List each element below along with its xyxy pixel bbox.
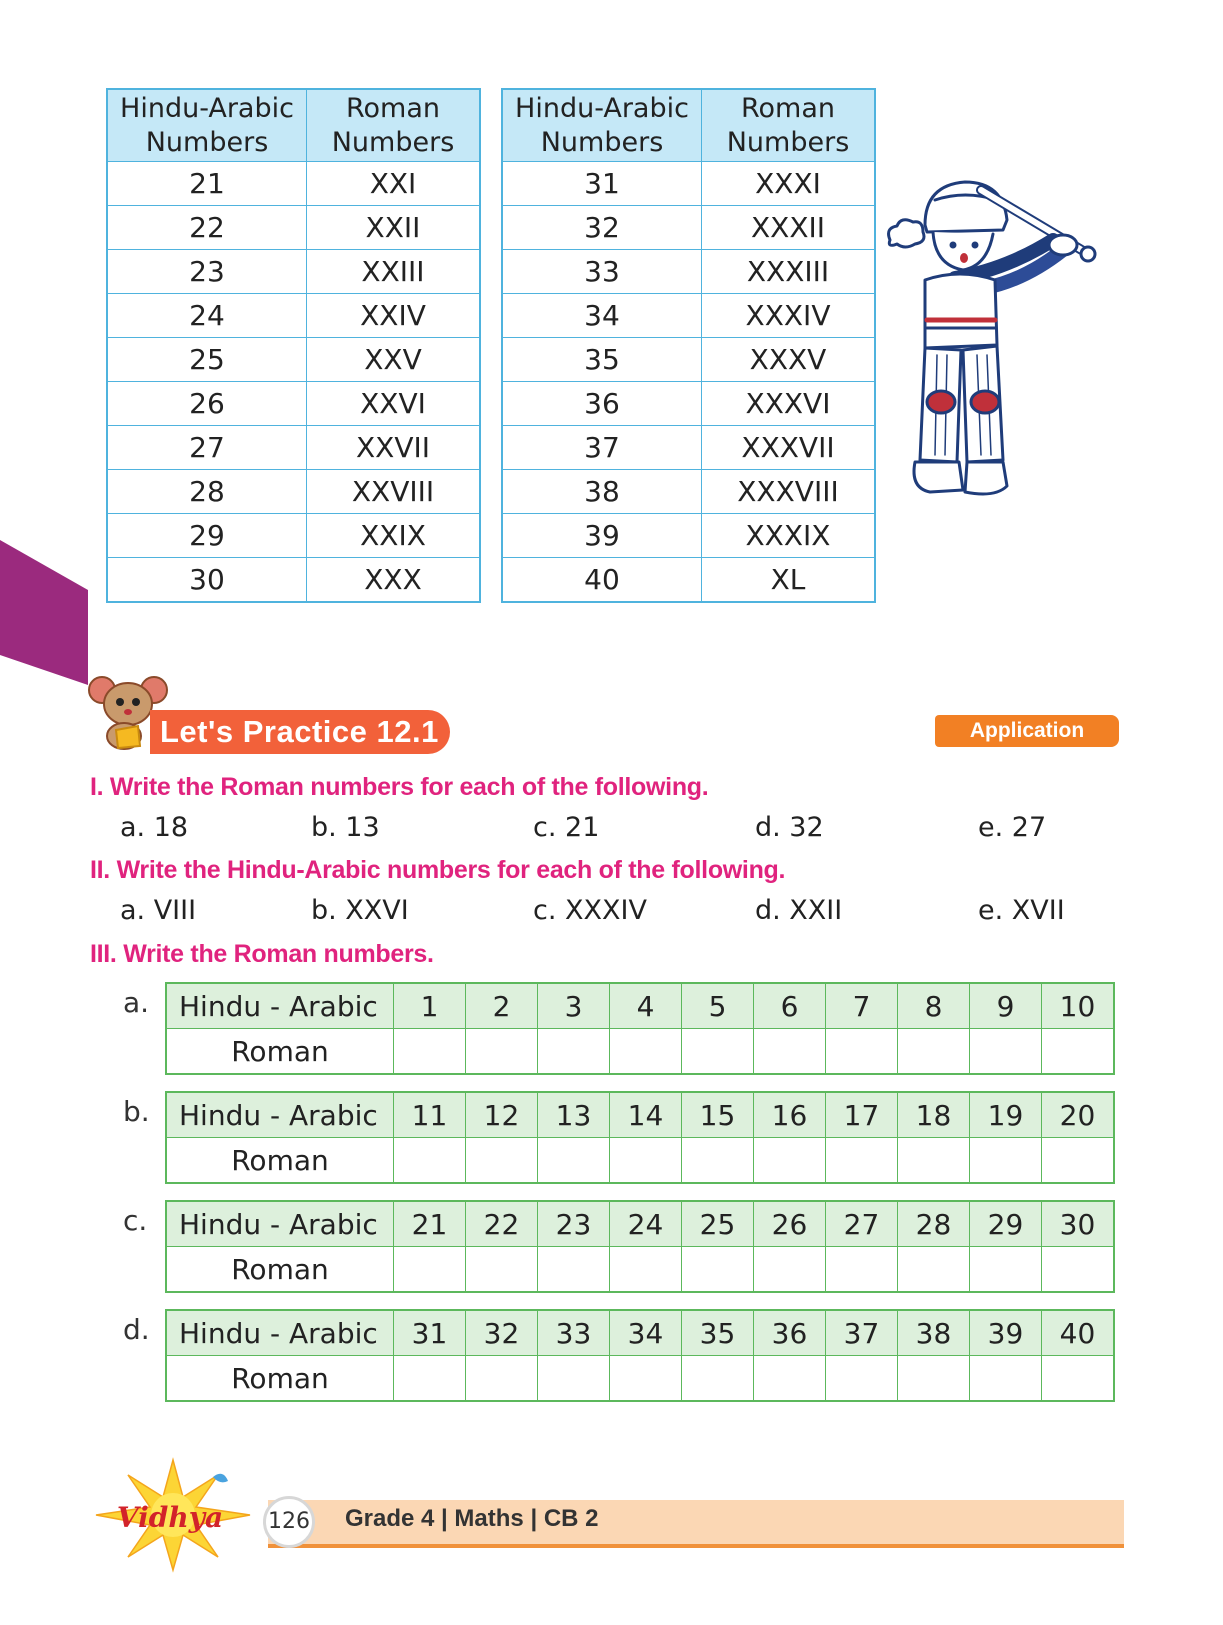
number-cell: 19 — [970, 1092, 1042, 1138]
roman-value: XXV — [307, 338, 481, 382]
reference-row — [502, 338, 875, 382]
part-label: a. — [123, 986, 150, 1019]
hindu-arabic-value: 40 — [502, 558, 702, 603]
number-cell: 12 — [466, 1092, 538, 1138]
answer-cell[interactable] — [970, 1247, 1042, 1293]
hindu-arabic-value: 36 — [502, 382, 702, 426]
answer-cell[interactable] — [898, 1138, 970, 1184]
q1-item-b: b. 13 — [311, 812, 380, 843]
number-cell: 8 — [898, 983, 970, 1029]
answer-cell[interactable] — [610, 1356, 682, 1402]
q1-item-d: d. 32 — [755, 812, 824, 843]
roman-reference-table-31-40 — [501, 88, 876, 603]
hindu-arabic-value: 29 — [107, 514, 307, 558]
number-cell: 16 — [754, 1092, 826, 1138]
answer-cell[interactable] — [826, 1356, 898, 1402]
number-cell: 5 — [682, 983, 754, 1029]
roman-value: XXX — [307, 558, 481, 603]
answer-cell[interactable] — [682, 1247, 754, 1293]
reference-row — [107, 162, 480, 206]
hindu-arabic-value: 23 — [107, 250, 307, 294]
roman-value: XL — [702, 558, 876, 603]
part-label: b. — [123, 1095, 150, 1128]
header-roman: Roman Numbers — [307, 89, 481, 162]
question-2-heading: II. Write the Hindu-Arabic numbers for each of the following. — [90, 856, 786, 884]
number-cell: 24 — [610, 1201, 682, 1247]
number-cell: 25 — [682, 1201, 754, 1247]
answer-cell[interactable] — [682, 1138, 754, 1184]
header-hindu-arabic: Hindu-Arabic Numbers — [107, 89, 307, 162]
roman-practice-table — [165, 982, 1115, 1075]
roman-practice-table — [165, 1200, 1115, 1293]
answer-cell[interactable] — [898, 1029, 970, 1075]
number-cell: 9 — [970, 983, 1042, 1029]
roman-value: XXVII — [307, 426, 481, 470]
reference-row — [107, 382, 480, 426]
q2-item-c: c. XXXIV — [533, 895, 647, 926]
answer-cell[interactable] — [826, 1138, 898, 1184]
reference-row — [107, 250, 480, 294]
side-decoration — [0, 540, 88, 685]
roman-value: XXXIII — [702, 250, 876, 294]
roman-value: XXXIV — [702, 294, 876, 338]
q2-item-e: e. XVII — [978, 895, 1065, 926]
roman-value: XXVI — [307, 382, 481, 426]
hindu-arabic-value: 32 — [502, 206, 702, 250]
part-label: c. — [123, 1204, 148, 1237]
answer-cell[interactable] — [466, 1029, 538, 1075]
answer-cell[interactable] — [1042, 1138, 1115, 1184]
logo-text: Vidhya — [116, 1501, 224, 1534]
row-label-roman: Roman — [166, 1356, 394, 1402]
answer-cell[interactable] — [1042, 1356, 1115, 1402]
reference-row — [502, 162, 875, 206]
hindu-arabic-value: 35 — [502, 338, 702, 382]
answer-cell[interactable] — [610, 1247, 682, 1293]
number-cell: 18 — [898, 1092, 970, 1138]
number-cell: 11 — [394, 1092, 466, 1138]
reference-row — [107, 206, 480, 250]
number-cell: 34 — [610, 1310, 682, 1356]
hindu-arabic-value: 21 — [107, 162, 307, 206]
number-cell: 31 — [394, 1310, 466, 1356]
reference-row — [502, 294, 875, 338]
reference-row — [502, 514, 875, 558]
number-cell: 29 — [970, 1201, 1042, 1247]
roman-answer-row — [166, 1138, 1114, 1184]
roman-value: XXIII — [307, 250, 481, 294]
number-cell: 4 — [610, 983, 682, 1029]
answer-cell[interactable] — [754, 1247, 826, 1293]
answer-cell[interactable] — [394, 1247, 466, 1293]
answer-cell[interactable] — [610, 1029, 682, 1075]
roman-practice-table — [165, 1309, 1115, 1402]
answer-cell[interactable] — [970, 1029, 1042, 1075]
hindu-arabic-value: 25 — [107, 338, 307, 382]
number-cell: 37 — [826, 1310, 898, 1356]
number-cell: 35 — [682, 1310, 754, 1356]
number-cell: 38 — [898, 1310, 970, 1356]
hindu-arabic-value: 26 — [107, 382, 307, 426]
answer-cell[interactable] — [394, 1029, 466, 1075]
roman-value: XXII — [307, 206, 481, 250]
number-cell: 6 — [754, 983, 826, 1029]
hindu-arabic-row — [166, 1201, 1114, 1247]
row-label-hindu-arabic: Hindu - Arabic — [166, 983, 394, 1029]
answer-cell[interactable] — [466, 1138, 538, 1184]
answer-cell[interactable] — [466, 1247, 538, 1293]
number-cell: 36 — [754, 1310, 826, 1356]
question-1-items — [120, 812, 1110, 846]
answer-cell[interactable] — [538, 1029, 610, 1075]
answer-cell[interactable] — [1042, 1247, 1115, 1293]
q1-item-c: c. 21 — [533, 812, 600, 843]
cricketer-illustration — [885, 170, 1115, 515]
roman-value: XXXVI — [702, 382, 876, 426]
reference-row — [502, 382, 875, 426]
row-label-hindu-arabic: Hindu - Arabic — [166, 1310, 394, 1356]
reference-row — [107, 558, 480, 603]
number-cell: 10 — [1042, 983, 1115, 1029]
part-label: d. — [123, 1313, 150, 1346]
roman-reference-table-21-30 — [106, 88, 481, 603]
row-label-hindu-arabic: Hindu - Arabic — [166, 1201, 394, 1247]
number-cell: 1 — [394, 983, 466, 1029]
number-cell: 3 — [538, 983, 610, 1029]
number-cell: 21 — [394, 1201, 466, 1247]
roman-value: XXXI — [702, 162, 876, 206]
hindu-arabic-value: 39 — [502, 514, 702, 558]
header-roman: Roman Numbers — [702, 89, 876, 162]
reference-row — [502, 206, 875, 250]
hindu-arabic-value: 22 — [107, 206, 307, 250]
roman-value: XXVIII — [307, 470, 481, 514]
reference-row — [107, 338, 480, 382]
q2-item-a: a. VIII — [120, 895, 197, 926]
reference-row — [502, 558, 875, 603]
number-cell: 33 — [538, 1310, 610, 1356]
roman-value: XXI — [307, 162, 481, 206]
number-cell: 32 — [466, 1310, 538, 1356]
q1-item-a: a. 18 — [120, 812, 189, 843]
practice-title-banner: Let's Practice 12.1 — [150, 710, 450, 754]
number-cell: 17 — [826, 1092, 898, 1138]
row-label-hindu-arabic: Hindu - Arabic — [166, 1092, 394, 1138]
answer-cell[interactable] — [754, 1029, 826, 1075]
reference-row — [107, 470, 480, 514]
roman-practice-table — [165, 1091, 1115, 1184]
answer-cell[interactable] — [898, 1247, 970, 1293]
application-tag: Application — [935, 715, 1119, 747]
hindu-arabic-value: 30 — [107, 558, 307, 603]
reference-row — [502, 470, 875, 514]
roman-answer-row — [166, 1029, 1114, 1075]
question-3-heading: III. Write the Roman numbers. — [90, 940, 434, 968]
answer-cell[interactable] — [826, 1029, 898, 1075]
header-hindu-arabic: Hindu-Arabic Numbers — [502, 89, 702, 162]
answer-cell[interactable] — [538, 1356, 610, 1402]
q2-item-d: d. XXII — [755, 895, 843, 926]
answer-cell[interactable] — [754, 1356, 826, 1402]
roman-value: XXXII — [702, 206, 876, 250]
answer-cell[interactable] — [970, 1356, 1042, 1402]
answer-cell[interactable] — [538, 1138, 610, 1184]
number-cell: 20 — [1042, 1092, 1115, 1138]
roman-value: XXXVII — [702, 426, 876, 470]
hindu-arabic-value: 24 — [107, 294, 307, 338]
reference-row — [107, 514, 480, 558]
hindu-arabic-row — [166, 1310, 1114, 1356]
number-cell: 30 — [1042, 1201, 1115, 1247]
number-cell: 7 — [826, 983, 898, 1029]
answer-cell[interactable] — [970, 1138, 1042, 1184]
number-cell: 26 — [754, 1201, 826, 1247]
roman-value: XXXVIII — [702, 470, 876, 514]
roman-value: XXIV — [307, 294, 481, 338]
answer-cell[interactable] — [466, 1356, 538, 1402]
roman-value: XXXIX — [702, 514, 876, 558]
reference-row — [502, 426, 875, 470]
answer-cell[interactable] — [394, 1356, 466, 1402]
number-cell: 13 — [538, 1092, 610, 1138]
q1-item-e: e. 27 — [978, 812, 1047, 843]
question-2-items — [120, 895, 1110, 929]
number-cell: 2 — [466, 983, 538, 1029]
roman-value: XXXV — [702, 338, 876, 382]
number-cell: 23 — [538, 1201, 610, 1247]
reference-row — [502, 250, 875, 294]
hindu-arabic-value: 33 — [502, 250, 702, 294]
answer-cell[interactable] — [538, 1247, 610, 1293]
number-cell: 15 — [682, 1092, 754, 1138]
row-label-roman: Roman — [166, 1138, 394, 1184]
answer-cell[interactable] — [682, 1356, 754, 1402]
answer-cell[interactable] — [1042, 1029, 1115, 1075]
number-cell: 22 — [466, 1201, 538, 1247]
number-cell: 39 — [970, 1310, 1042, 1356]
hindu-arabic-value: 28 — [107, 470, 307, 514]
roman-answer-row — [166, 1247, 1114, 1293]
hindu-arabic-value: 34 — [502, 294, 702, 338]
reference-row — [107, 426, 480, 470]
answer-cell[interactable] — [610, 1138, 682, 1184]
hindu-arabic-value: 38 — [502, 470, 702, 514]
vidhya-logo — [88, 1455, 258, 1575]
reference-row — [107, 294, 480, 338]
question-1-heading: I. Write the Roman numbers for each of the following. — [90, 773, 709, 801]
row-label-roman: Roman — [166, 1029, 394, 1075]
footer-text: Grade 4 | Maths | CB 2 — [345, 1505, 599, 1532]
answer-cell[interactable] — [394, 1138, 466, 1184]
roman-value: XXIX — [307, 514, 481, 558]
hindu-arabic-value: 37 — [502, 426, 702, 470]
number-cell: 27 — [826, 1201, 898, 1247]
hindu-arabic-value: 31 — [502, 162, 702, 206]
row-label-roman: Roman — [166, 1247, 394, 1293]
q2-item-b: b. XXVI — [311, 895, 409, 926]
page-number: 126 — [263, 1496, 315, 1548]
number-cell: 40 — [1042, 1310, 1115, 1356]
answer-cell[interactable] — [754, 1138, 826, 1184]
hindu-arabic-row — [166, 1092, 1114, 1138]
hindu-arabic-value: 27 — [107, 426, 307, 470]
roman-answer-row — [166, 1356, 1114, 1402]
answer-cell[interactable] — [898, 1356, 970, 1402]
answer-cell[interactable] — [826, 1247, 898, 1293]
hindu-arabic-row — [166, 983, 1114, 1029]
number-cell: 28 — [898, 1201, 970, 1247]
number-cell: 14 — [610, 1092, 682, 1138]
answer-cell[interactable] — [682, 1029, 754, 1075]
